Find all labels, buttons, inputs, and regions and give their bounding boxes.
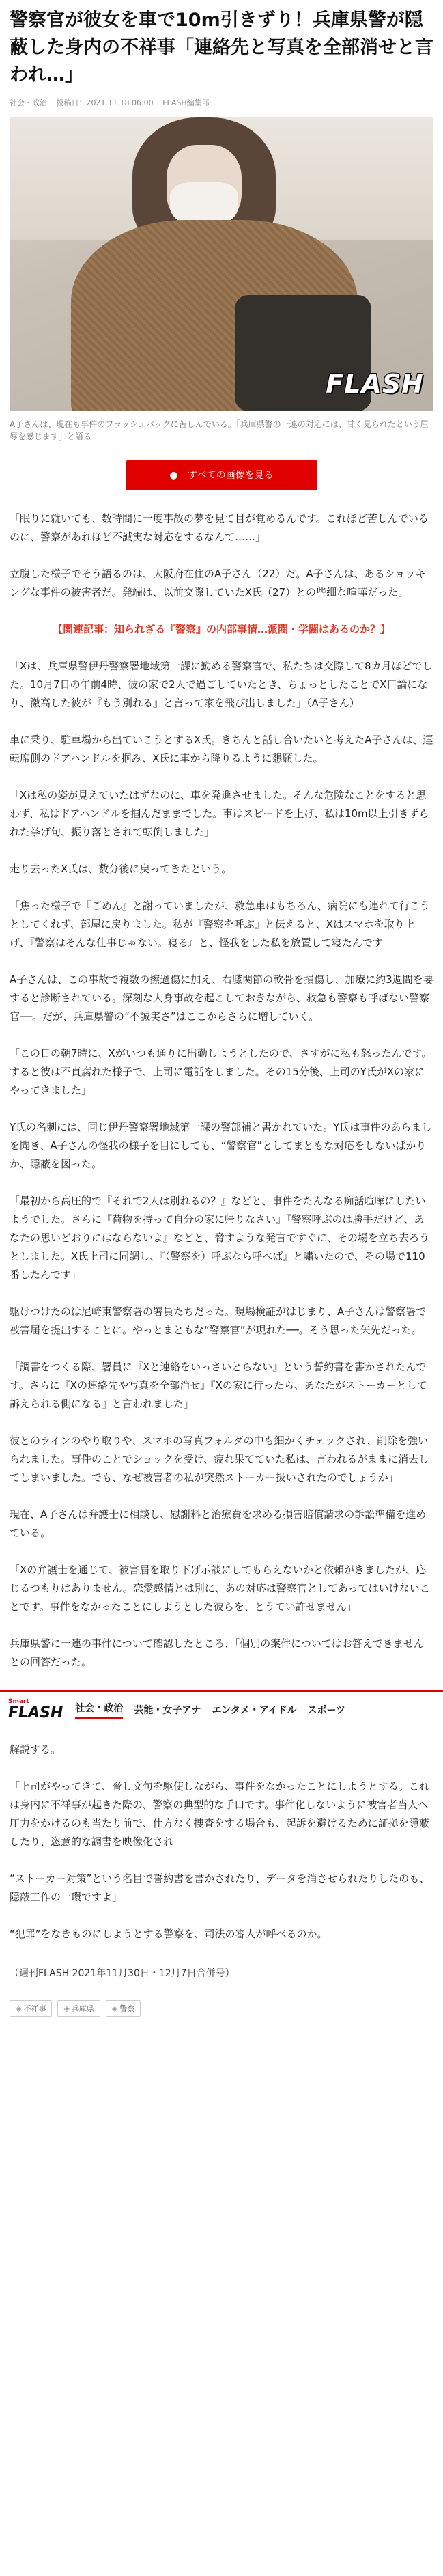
paragraph: 駆けつけたのは尼崎東警察署の署員たちだった。現場検証がはじまり、A子さんは警察署で被害届を提出することに。やっとまともな“警察官”が現れた──。そう思った矢先だった。 bbox=[10, 1305, 427, 1336]
tag-list bbox=[0, 2000, 443, 2037]
paragraph-part: ショッキングな事件の被害者だ。発端は、以前交際していたX氏（27）との些細な喧嘩だった。 bbox=[10, 568, 426, 598]
tag-icon: ◈ bbox=[63, 2004, 70, 2013]
article-meta bbox=[0, 94, 443, 117]
paragraph: 現在、A子さんは弁護士に相談し、慰謝料と治療費を求める損害賠償請求の訴訟準備を進めている。 bbox=[10, 1508, 427, 1539]
nav-item-entertainment[interactable]: 芸能・女子アナ bbox=[134, 1705, 201, 1716]
paragraph: A子さんは、この事故で複数の擦過傷に加え、右膝関節の軟骨を損傷し、加療に約3週間を要すると診断されている。深刻な人身事故を起こしておきながら、救急も警察も呼ばない警察官──。だが、兵庫県警の“不誠実さ”はここからさらに増していく。 bbox=[10, 973, 433, 1023]
paragraph-part: 立腹した様子でそう語るのは、大阪府在住のA子さん（22）だ。A子さんは、ある bbox=[10, 568, 385, 580]
tag-item[interactable] bbox=[10, 2000, 52, 2017]
tag-label: 不祥事 bbox=[23, 2004, 46, 2013]
related-article-link[interactable]: 【関連記事：知られざる『警察』の内部事情…派閥・学閥はあるのか？】 bbox=[52, 623, 390, 635]
photo-caption: A子さんは、現在も事件のフラッシュバックに苦しんでいる。「兵庫県警の一連の対応には、甘く見られたという屈辱を感じます」と語る bbox=[10, 419, 429, 441]
post-date: 投稿日：2021.11.18 06:00 bbox=[56, 98, 154, 107]
article-body bbox=[0, 510, 443, 1672]
paragraph: “犯罪”をなきものにしようとする警察を、司法の審人が呼べるのか。 bbox=[10, 1928, 328, 1940]
paragraph: 車に乗り、駐車場から出ていこうとするX氏。きちんと話し合いたいと考えたA子さんは、運転席側のドアハンドルを掴み、X氏に車から降りるように懇願した。 bbox=[10, 734, 433, 764]
paragraph: “ストーカー対策”という名目で誓約書を書かされたり、データを消させられたりしたのも、隠蔽工作の一環ですよ」 bbox=[10, 1872, 430, 1903]
paragraph: 「焦った様子で『ごめん』と謝っていましたが、救急車はもちろん、病院にも連れて行こうとしてくれず、部屋に戻りました。私が『警察を呼ぶ』と伝えると、Xはスマホを取り上げ、『警察はそんな仕事じゃない。寝る』と、怪我をした私を放置して寝たんです」 bbox=[10, 900, 430, 949]
paragraph: 「上司がやってきて、脅し文句を駆使しながら、事件をなかったことにしようとする。これは身内に不祥事が起きた際の、警察の典型的な手口です。事件化しないように被害者当人へ圧力をかけるのも当たり前で、仕方なく捜査をする場合も、起訴を避けるために証拠を隠蔽したり、恣意的な調書を映像化され bbox=[10, 1780, 429, 1848]
tag-label: 警察 bbox=[119, 2004, 135, 2013]
article-body-continued bbox=[0, 1741, 443, 1943]
view-all-images-button[interactable] bbox=[126, 460, 317, 490]
paragraph: 解説する。 bbox=[10, 1743, 61, 1756]
category-label[interactable]: 社会・政治 bbox=[10, 98, 47, 107]
brand-small: Smart bbox=[8, 1698, 29, 1705]
tag-label: 兵庫県 bbox=[71, 2004, 94, 2013]
tag-icon: ◈ bbox=[16, 2004, 22, 2013]
article-title: 警察官が彼女を車で10m引きずり！兵庫県警が隠蔽した身内の不祥事「連絡先と写真を全部消せと言われ…」 bbox=[10, 10, 433, 85]
hero-photo[interactable] bbox=[10, 117, 433, 411]
paragraph: 走り去ったX氏は、数分後に戻ってきたという。 bbox=[10, 863, 232, 875]
paragraph: 兵庫県警に一連の事件について確認したところ、「個別の案件についてはお答えできません」との回答だった。 bbox=[10, 1637, 429, 1668]
author-label: FLASH編集部 bbox=[162, 98, 210, 107]
nav-item-society[interactable]: 社会・政治 bbox=[75, 1701, 123, 1719]
flash-watermark-logo: FLASH bbox=[326, 369, 424, 399]
paragraph: Y氏の名刺には、同じ伊丹警察署地域第一課の警部補と書かれていた。Y氏は事件のあらましを聞き、A子さんの怪我の様子を目にしても、“警察官”としてまともな対応をしないばかりか、隠蔽を図った。 bbox=[10, 1121, 432, 1170]
brand-big: FLASH bbox=[8, 1704, 63, 1721]
paragraph: 彼とのラインのやり取りや、スマホの写真フォルダの中も細かくチェックされ、削除を強いられました。事件のことでショックを受け、疲れ果てていた私は、言われるがままに消去してしまいました。でも、なぜ被害者の私が突然ストーカー扱いされたのでしょうか」 bbox=[10, 1435, 429, 1484]
paragraph bbox=[10, 565, 433, 602]
nav-item-sports[interactable]: スポーツ bbox=[307, 1705, 345, 1716]
tag-item[interactable] bbox=[57, 2000, 100, 2017]
paragraph: 「眠りに就いても、数時間に一度事故の夢を見て目が覚めるんです。これほど苦しんでいるのに、警察があれほど不誠実な対応をするなんて……」 bbox=[10, 512, 429, 543]
tag-item[interactable] bbox=[106, 2000, 141, 2017]
paragraph: 「Xの弁護士を通じて、被害届を取り下げ示談にしてもらえないかと依頼がきましたが、応じるつもりはありません。恋愛感情とは別に、あの対応は警察官としてあってはいけないことです。事件をなかったことにしようとした彼らを、とうてい許せません」 bbox=[10, 1564, 430, 1613]
magazine-credit: （週刊FLASH 2021年11月30日・12月7日合併号） bbox=[10, 1968, 235, 1979]
smart-flash-logo[interactable] bbox=[8, 1698, 63, 1721]
paragraph: 「最初から高圧的で『それで2人は別れるの？』などと、事件をたんなる痴話喧嘩にしたいようでした。さらに『荷物を持って自分の家に帰りなさい』『警察呼ぶのは勝手だけど、あなたの思いどおりにはならないよ』などと、脅すような発言ですぐに、その場を立ち去ろうとしました。X氏上司に同調し、『（警察を）呼ぶなら呼べば』と嘯いたので、その場で110番したんです」 bbox=[10, 1195, 430, 1281]
paragraph: 「調書をつくる際、署員に『Xと連絡をいっさいとらない』という誓約書を書かされたんです。さらに『Xの連絡先や写真を全部消せ』『Xの家に行ったら、あなたがストーカーとして訴えられる側になる』と言われました」 bbox=[10, 1361, 427, 1410]
paragraph: 「この日の朝7時に、Xがいつも通りに出勤しようとしたので、さすがに私も怒ったんです。すると彼は不貞腐れた様子で、上司に電話をしました。その15分後、上司のY氏がXの家にやってきました」 bbox=[10, 1047, 432, 1096]
sticky-nav-bar bbox=[0, 1690, 443, 1728]
camera-icon: ● bbox=[169, 470, 178, 481]
paragraph: 「Xは、兵庫県警伊丹警察署地域第一課に勤める警察官で、私たちは交際して8カ月ほどでした。10月7日の午前4時、彼の家で2人で過ごしていたとき、ちょっとしたことでX口論になり、激高した彼が『もう別れる』と言って家を飛び出しました」（A子さん） bbox=[10, 660, 433, 709]
nav-item-idol[interactable]: エンタメ・アイドル bbox=[212, 1705, 297, 1716]
tag-icon: ◈ bbox=[111, 2004, 118, 2013]
related-article bbox=[10, 620, 433, 639]
gallery-button-wrap bbox=[0, 449, 443, 510]
paragraph: 「Xは私の姿が見えていたはずなのに、車を発進させました。そんな危険なことをすると思わず、私はドアハンドルを掴んだままでした。車はスピードを上げ、私は10m以上引きずられた挙げ句、振り落とされて転倒しました」 bbox=[10, 789, 429, 838]
view-all-images-label: すべての画像を見る bbox=[187, 470, 274, 481]
